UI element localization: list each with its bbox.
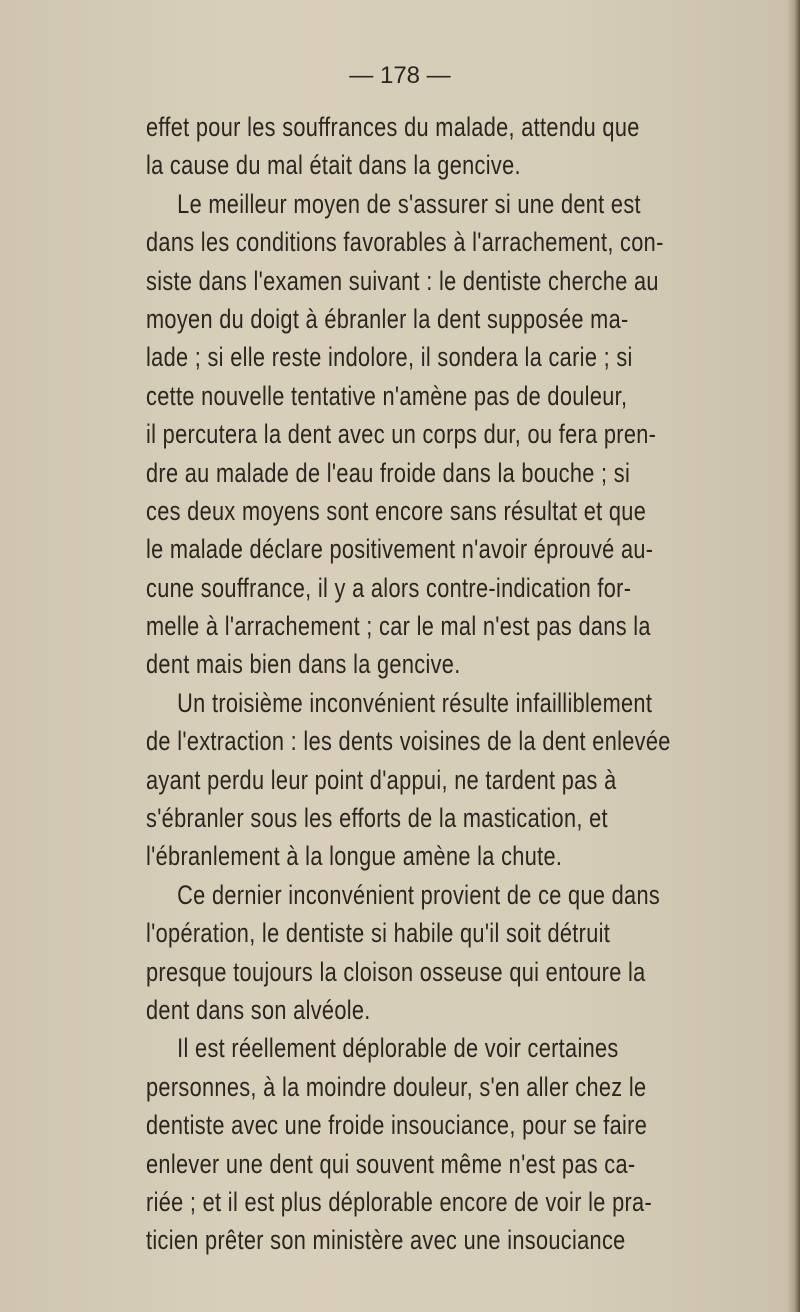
text-line: cune souffrance, il y a alors contre-indication for- [146,572,632,603]
text-line: dent mais bien dans la gencive. [146,649,461,680]
text-line: de l'extraction : les dents voisines de la dent enlevée [146,726,671,757]
text-line: s'ébranler sous les efforts de la mastication, et [146,803,608,834]
text-line: l'ébranlement à la longue amène la chute. [146,841,563,872]
text-line: melle à l'arrachement ; car le mal n'est pas dans la [146,611,651,642]
page-number: — 178 — [349,62,451,89]
text-line: ticien prêter son ministère avec une insouciance [146,1225,626,1256]
text-line: Le meilleur moyen de s'assurer si une dent est [177,188,641,219]
text-line: l'opération, le dentiste si habile qu'il soit détruit [146,918,611,949]
text-line: dre au malade de l'eau froide dans la bouche ; si [146,457,631,488]
text-line: dent dans son alvéole. [146,994,371,1025]
body-text [146,108,756,1260]
text-line: presque toujours la cloison osseuse qui entoure la [146,956,646,987]
text-line: moyen du doigt à ébranler la dent supposée ma- [146,303,629,334]
text-line: Un troisième inconvénient résulte infailliblement [177,687,653,718]
text-line: effet pour les souffrances du malade, attendu que [146,112,640,142]
text-line: dans les conditions favorables à l'arrachement, con- [146,227,664,258]
text-line: ayant perdu leur point d'appui, ne tardent pas à [146,764,617,795]
page-edge-shadow [786,0,800,1312]
text-line: dentiste avec une froide insouciance, pour se faire [146,1110,648,1141]
text-line: cette nouvelle tentative n'amène pas de douleur, [146,380,628,411]
text-line: il percutera la dent avec un corps dur, ou fera pren- [146,419,657,450]
text-line: le malade déclare positivement n'avoir éprouvé au- [146,534,654,565]
text-line: Ce dernier inconvénient provient de ce que dans [177,879,661,910]
text-line: ces deux moyens sont encore sans résultat et que [146,495,647,526]
text-line: enlever une dent qui souvent même n'est pas ca- [146,1148,636,1179]
text-line: personnes, à la moindre douleur, s'en aller chez le [146,1071,647,1102]
text-line: Il est réellement déplorable de voir certaines [177,1033,619,1064]
text-line: lade ; si elle reste indolore, il sondera la carie ; si [146,342,633,373]
text-line: riée ; et il est plus déplorable encore de voir le pra- [146,1186,653,1217]
text-line: siste dans l'examen suivant : le dentiste cherche au [146,265,659,296]
text-line: la cause du mal était dans la gencive. [146,150,521,181]
